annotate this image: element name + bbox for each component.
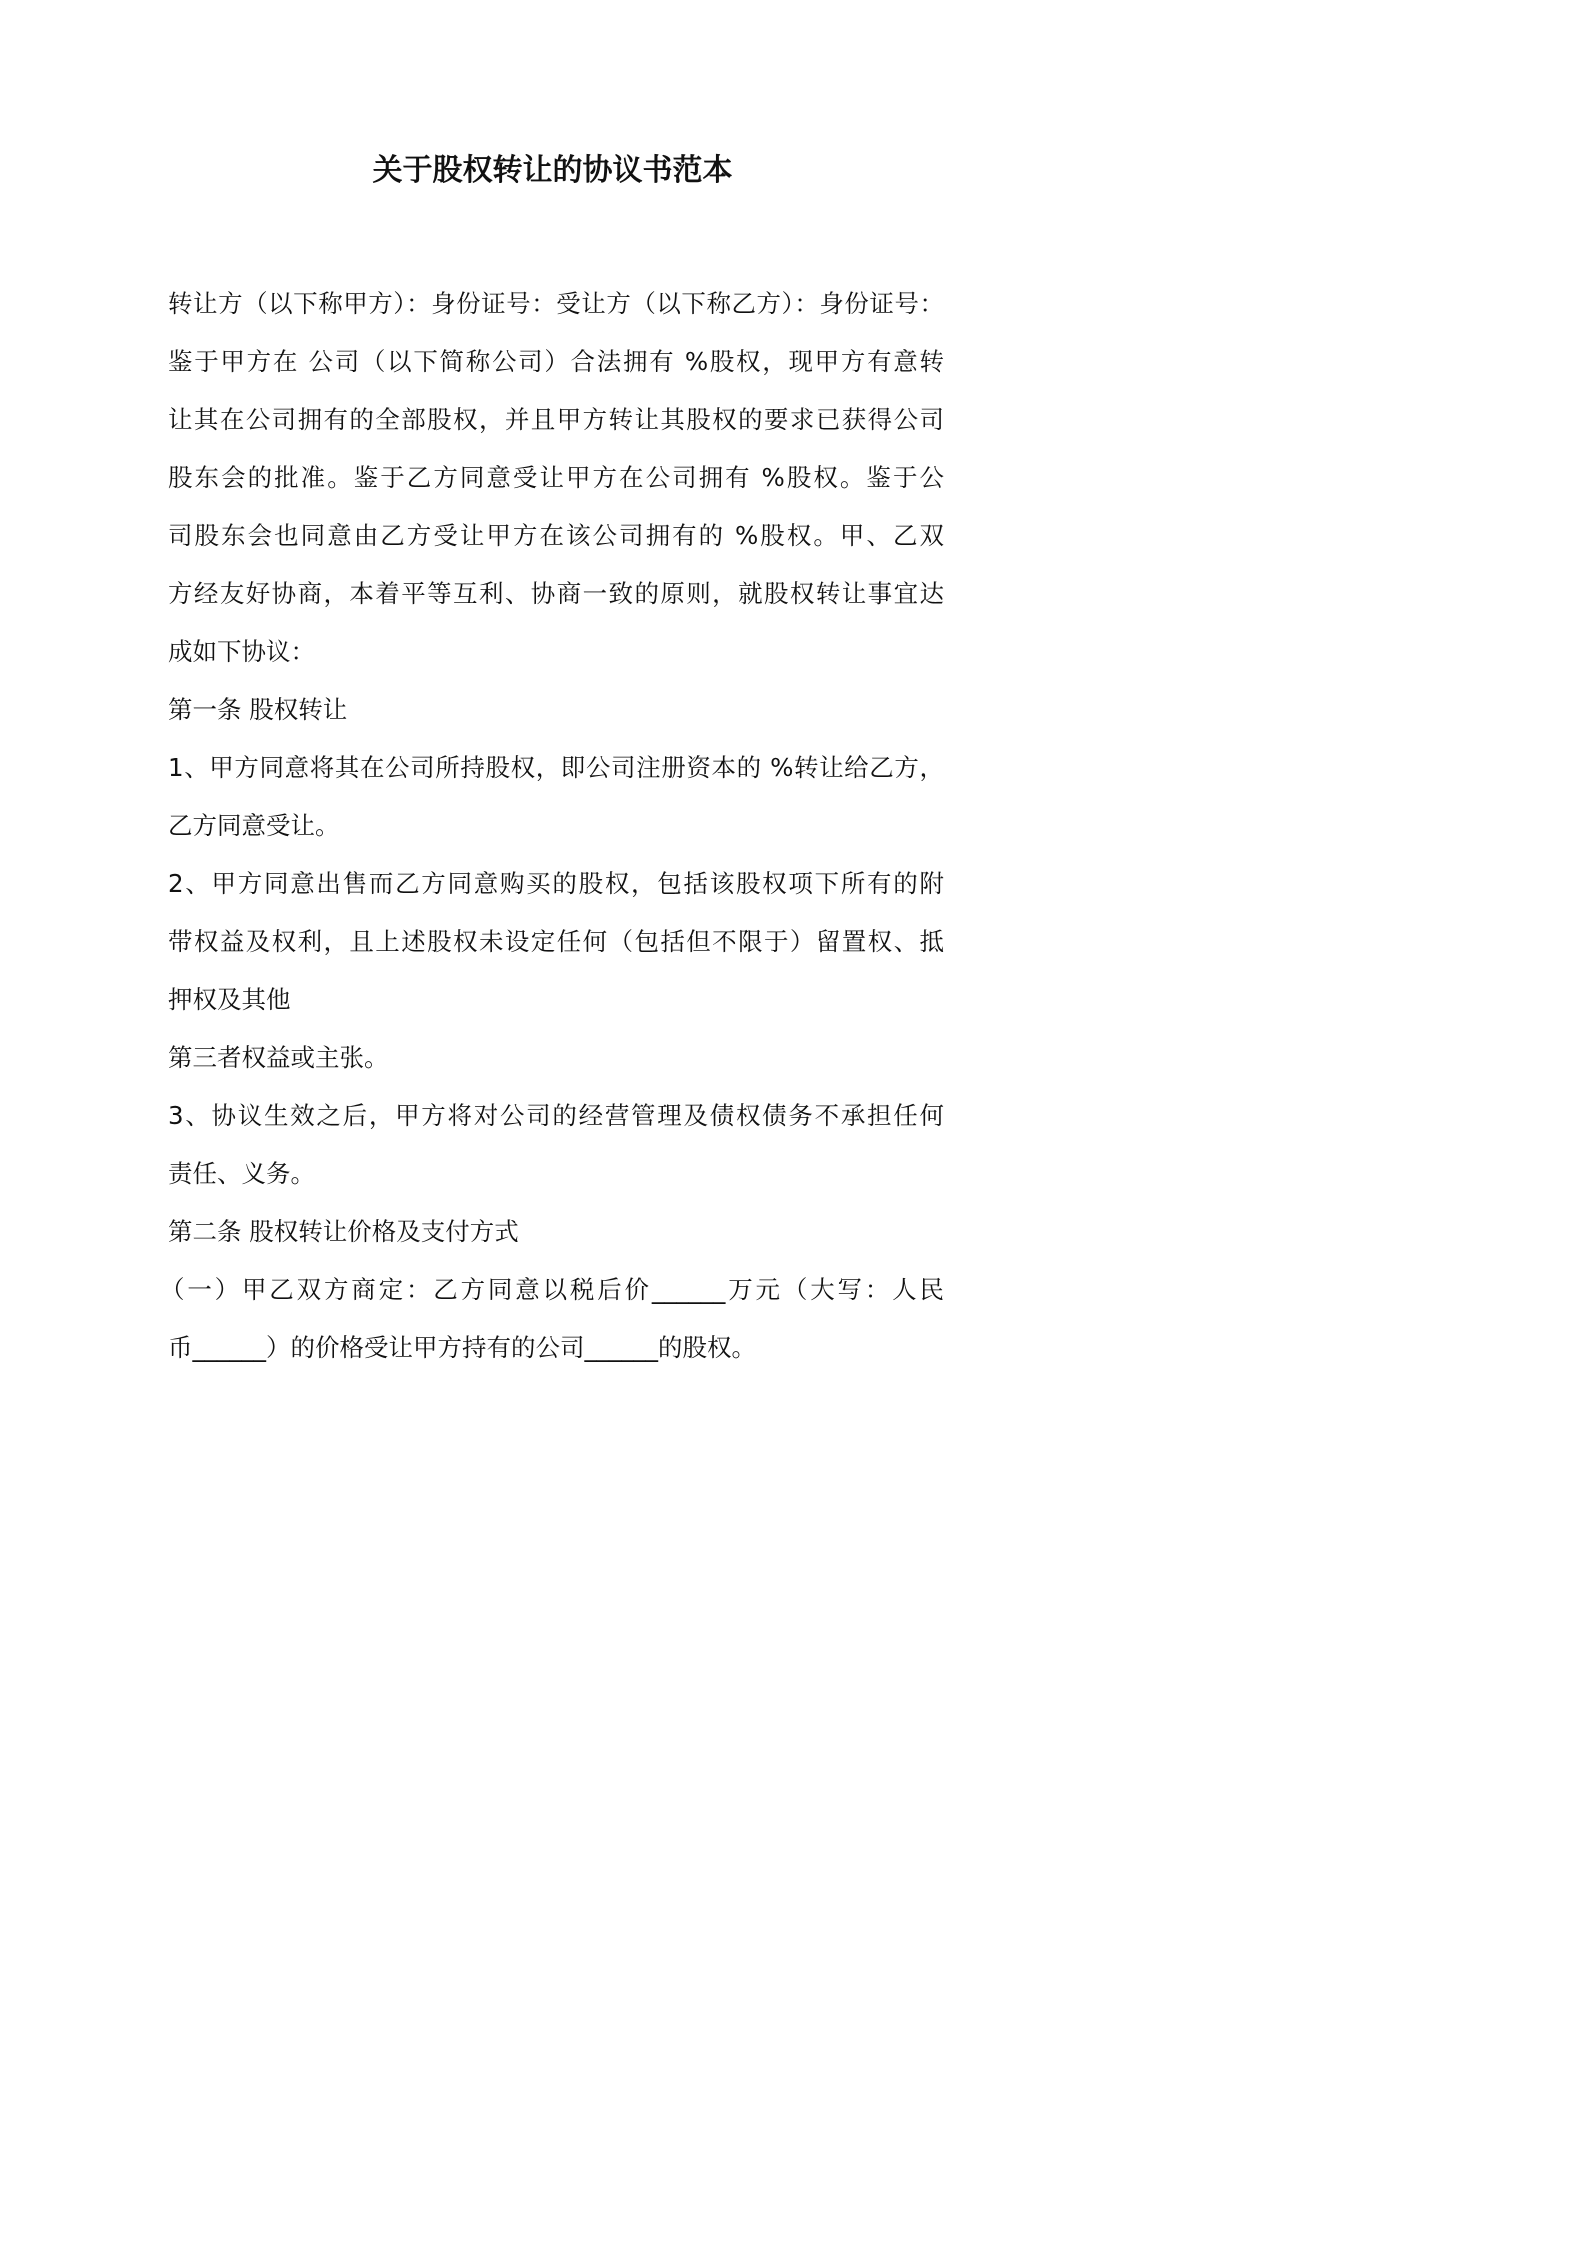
clause-line: 第三者权益或主张。 — [168, 1043, 389, 1072]
paragraph-line: 鉴于甲方在 公司（以下简称公司）合法拥有 %股权，现甲方有意转 — [168, 347, 944, 376]
paragraph-line: 成如下协议： — [168, 637, 315, 666]
document-page — [0, 0, 1105, 1563]
paragraph-line: 司股东会也同意由乙方受让甲方在该公司拥有的 %股权。甲、乙双 — [168, 521, 944, 550]
paragraph-line: 股东会的批准。鉴于乙方同意受让甲方在公司拥有 %股权。鉴于公 — [168, 463, 944, 492]
paragraph-line: 让其在公司拥有的全部股权，并且甲方转让其股权的要求已获得公司 — [168, 405, 944, 434]
clause-line: 3、协议生效之后，甲方将对公司的经营管理及债权债务不承担任何 — [168, 1101, 944, 1130]
clause-line: 带权益及权利，且上述股权未设定任何（包括但不限于）留置权、抵 — [168, 927, 944, 956]
clause-line: 押权及其他 — [168, 985, 291, 1014]
document-title: 关于股权转让的协议书范本 — [372, 153, 733, 188]
clause-line: 责任、义务。 — [168, 1159, 315, 1188]
clause-line: 币______）的价格受让甲方持有的公司______的股权。 — [168, 1333, 756, 1362]
parties-line: 转让方（以下称甲方）：身份证号：受让方（以下称乙方）：身份证号： — [168, 289, 944, 318]
paragraph-line: 方经友好协商，本着平等互利、协商一致的原则，就股权转让事宜达 — [168, 579, 944, 608]
article-heading: 第一条 股权转让 — [168, 695, 348, 724]
clause-line: 2、甲方同意出售而乙方同意购买的股权，包括该股权项下所有的附 — [168, 869, 944, 898]
clause-line: 1、甲方同意将其在公司所持股权，即公司注册资本的 %转让给乙方， — [168, 753, 944, 782]
clause-line: 乙方同意受让。 — [168, 811, 340, 840]
article-heading: 第二条 股权转让价格及支付方式 — [168, 1217, 519, 1246]
clause-line: （一）甲乙双方商定：乙方同意以税后价______万元（大写：人民 — [160, 1275, 944, 1304]
